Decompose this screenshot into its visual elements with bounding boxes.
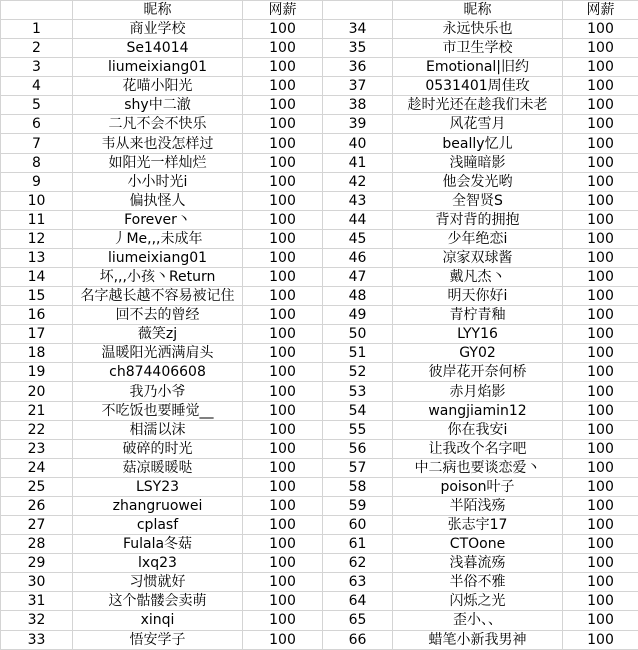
row-number-cell[interactable]: 11 <box>1 210 73 229</box>
nickname-cell[interactable]: liumeixiang01 <box>73 248 243 267</box>
row-number-cell[interactable]: 5 <box>1 96 73 115</box>
row-number-cell[interactable]: 19 <box>1 363 73 382</box>
row-number-cell[interactable]: 66 <box>323 630 393 650</box>
nickname-cell[interactable]: 市卫生学校 <box>393 39 563 58</box>
salary-cell[interactable]: 100 <box>243 134 323 153</box>
nickname-cell[interactable]: Se14014 <box>73 39 243 58</box>
nickname-cell[interactable]: poison叶子 <box>393 477 563 496</box>
row-number-cell[interactable]: 35 <box>323 39 393 58</box>
salary-cell[interactable]: 100 <box>243 554 323 573</box>
table-row <box>1 496 638 515</box>
nickname-cell[interactable]: 相濡以沫 <box>73 420 243 439</box>
nickname-cell[interactable]: 花喵小阳光 <box>73 77 243 96</box>
nickname-cell[interactable]: 中二病也要谈恋爱丶 <box>393 458 563 477</box>
salary-cell[interactable]: 100 <box>243 573 323 592</box>
salary-cell[interactable]: 100 <box>243 39 323 58</box>
row-number-cell[interactable]: 27 <box>1 516 73 535</box>
salary-cell[interactable]: 100 <box>563 58 638 77</box>
salary-cell[interactable]: 100 <box>563 191 638 210</box>
row-number-cell[interactable]: 15 <box>1 287 73 306</box>
salary-header-right[interactable]: 网薪 <box>563 1 638 20</box>
nickname-cell[interactable]: beally忆儿 <box>393 134 563 153</box>
nickname-cell[interactable]: 趁时光还在趁我们未老 <box>393 96 563 115</box>
nickname-cell[interactable]: wangjiamin12 <box>393 401 563 420</box>
nickname-cell[interactable]: 明天你好i <box>393 287 563 306</box>
nickname-cell[interactable]: 这个骷髅会卖萌 <box>73 592 243 611</box>
row-number-cell[interactable]: 65 <box>323 611 393 630</box>
table-row <box>1 134 638 153</box>
salary-cell[interactable]: 100 <box>563 554 638 573</box>
table-row <box>1 458 638 477</box>
salary-cell[interactable]: 100 <box>563 287 638 306</box>
row-number-cell[interactable]: 54 <box>323 401 393 420</box>
salary-cell[interactable]: 100 <box>563 363 638 382</box>
nickname-cell[interactable]: 名字越长越不容易被记住 <box>73 287 243 306</box>
table-row <box>1 477 638 496</box>
table-row <box>1 39 638 58</box>
nickname-cell[interactable]: 彼岸花开奈何桥 <box>393 363 563 382</box>
row-number-cell[interactable]: 30 <box>1 573 73 592</box>
salary-cell[interactable]: 100 <box>563 496 638 515</box>
salary-cell[interactable]: 100 <box>243 344 323 363</box>
row-number-cell[interactable]: 62 <box>323 554 393 573</box>
row-number-cell[interactable]: 51 <box>323 344 393 363</box>
salary-cell[interactable]: 100 <box>243 287 323 306</box>
nickname-cell[interactable]: 他会发光哟 <box>393 172 563 191</box>
nickname-cell[interactable]: liumeixiang01 <box>73 58 243 77</box>
table-row <box>1 363 638 382</box>
nickname-header-left[interactable]: 昵称 <box>73 1 243 20</box>
row-number-cell[interactable]: 34 <box>323 20 393 39</box>
nickname-cell[interactable]: 永远快乐也 <box>393 20 563 39</box>
table-row <box>1 630 638 650</box>
table-row <box>1 344 638 363</box>
nickname-cell[interactable]: 破碎的时光 <box>73 439 243 458</box>
salary-cell[interactable]: 100 <box>243 77 323 96</box>
nickname-cell[interactable]: 半俗不雅 <box>393 573 563 592</box>
nickname-cell[interactable]: 浅瞳暗影 <box>393 153 563 172</box>
row-number-cell[interactable]: 57 <box>323 458 393 477</box>
nickname-cell[interactable]: 让我改个名字吧 <box>393 439 563 458</box>
salary-cell[interactable]: 100 <box>563 458 638 477</box>
row-number-cell[interactable]: 18 <box>1 344 73 363</box>
row-number-cell[interactable]: 21 <box>1 401 73 420</box>
salary-cell[interactable]: 100 <box>243 20 323 39</box>
row-number-cell[interactable]: 7 <box>1 134 73 153</box>
nickname-cell[interactable]: 青柠青釉 <box>393 306 563 325</box>
salary-cell[interactable]: 100 <box>243 496 323 515</box>
salary-cell[interactable]: 100 <box>243 516 323 535</box>
table-row <box>1 401 638 420</box>
row-number-cell[interactable]: 36 <box>323 58 393 77</box>
nickname-cell[interactable]: 风花雪月 <box>393 115 563 134</box>
salary-cell[interactable]: 100 <box>243 611 323 630</box>
nickname-cell[interactable]: lxq23 <box>73 554 243 573</box>
salary-cell[interactable]: 100 <box>243 306 323 325</box>
row-number-cell[interactable]: 59 <box>323 496 393 515</box>
nickname-cell[interactable]: 回不去的曾经 <box>73 306 243 325</box>
nickname-cell[interactable]: 小小时光i <box>73 172 243 191</box>
row-number-cell[interactable]: 4 <box>1 77 73 96</box>
salary-cell[interactable]: 100 <box>563 172 638 191</box>
salary-cell[interactable]: 100 <box>563 77 638 96</box>
salary-cell[interactable]: 100 <box>243 96 323 115</box>
nickname-header-right[interactable]: 昵称 <box>393 1 563 20</box>
salary-cell[interactable]: 100 <box>563 39 638 58</box>
nickname-cell[interactable]: 你在我安i <box>393 420 563 439</box>
table-row <box>1 611 638 630</box>
nickname-cell[interactable]: Fulala冬菇 <box>73 535 243 554</box>
row-number-cell[interactable]: 43 <box>323 191 393 210</box>
row-number-cell[interactable]: 12 <box>1 229 73 248</box>
salary-cell[interactable]: 100 <box>563 306 638 325</box>
nickname-cell[interactable]: 韦从来也没怎样过 <box>73 134 243 153</box>
row-number-cell[interactable]: 32 <box>1 611 73 630</box>
row-number-cell[interactable]: 13 <box>1 248 73 267</box>
nickname-cell[interactable]: GY02 <box>393 344 563 363</box>
salary-cell[interactable]: 100 <box>243 630 323 650</box>
header-row <box>1 1 638 20</box>
row-number-cell[interactable]: 25 <box>1 477 73 496</box>
salary-header-left[interactable]: 网薪 <box>243 1 323 20</box>
table-row <box>1 439 638 458</box>
table-row <box>1 229 638 248</box>
table-row <box>1 306 638 325</box>
row-number-cell[interactable]: 45 <box>323 229 393 248</box>
salary-cell[interactable]: 100 <box>563 516 638 535</box>
row-number-cell[interactable]: 53 <box>323 382 393 401</box>
row-number-cell[interactable]: 8 <box>1 153 73 172</box>
salary-cell[interactable]: 100 <box>243 229 323 248</box>
row-number-cell[interactable]: 49 <box>323 306 393 325</box>
row-number-cell[interactable]: 20 <box>1 382 73 401</box>
table-row <box>1 554 638 573</box>
salary-cell[interactable]: 100 <box>243 58 323 77</box>
table-row <box>1 573 638 592</box>
nickname-cell[interactable]: 蜡笔小新我男神 <box>393 630 563 650</box>
row-number-cell[interactable]: 31 <box>1 592 73 611</box>
row-number-cell[interactable]: 56 <box>323 439 393 458</box>
nickname-cell[interactable]: 菇凉暖暖哒 <box>73 458 243 477</box>
table-row <box>1 153 638 172</box>
row-number-cell[interactable]: 17 <box>1 325 73 344</box>
salary-cell[interactable]: 100 <box>243 477 323 496</box>
nickname-cell[interactable]: 戴凡杰丶 <box>393 268 563 287</box>
table-row <box>1 287 638 306</box>
table-row <box>1 77 638 96</box>
nickname-cell[interactable]: shy中二澈 <box>73 96 243 115</box>
table-row <box>1 535 638 554</box>
nickname-cell[interactable]: 歪小、、 <box>393 611 563 630</box>
salary-cell[interactable]: 100 <box>563 229 638 248</box>
nickname-cell[interactable]: 浅暮流殇 <box>393 554 563 573</box>
nickname-cell[interactable]: ch874406608 <box>73 363 243 382</box>
row-number-cell[interactable]: 63 <box>323 573 393 592</box>
salary-cell[interactable]: 100 <box>563 420 638 439</box>
nickname-cell[interactable]: LSY23 <box>73 477 243 496</box>
salary-cell[interactable]: 100 <box>563 611 638 630</box>
row-number-cell[interactable]: 2 <box>1 39 73 58</box>
salary-cell[interactable]: 100 <box>563 115 638 134</box>
nickname-cell[interactable]: 薇笑zj <box>73 325 243 344</box>
salary-cell[interactable]: 100 <box>243 325 323 344</box>
table-row <box>1 172 638 191</box>
row-number-cell[interactable]: 28 <box>1 535 73 554</box>
salary-cell[interactable]: 100 <box>563 535 638 554</box>
nickname-cell[interactable]: xinqi <box>73 611 243 630</box>
salary-cell[interactable]: 100 <box>563 134 638 153</box>
row-number-cell[interactable]: 9 <box>1 172 73 191</box>
table-row <box>1 115 638 134</box>
nickname-cell[interactable]: 凉家双球酱 <box>393 248 563 267</box>
salary-cell[interactable]: 100 <box>563 153 638 172</box>
nickname-cell[interactable]: 背对背的拥抱 <box>393 210 563 229</box>
salary-cell[interactable]: 100 <box>563 401 638 420</box>
row-number-cell[interactable]: 16 <box>1 306 73 325</box>
row-number-cell[interactable]: 23 <box>1 439 73 458</box>
salary-cell[interactable]: 100 <box>243 420 323 439</box>
nickname-cell[interactable]: 少年绝恋i <box>393 229 563 248</box>
nickname-cell[interactable]: 我乃小爷 <box>73 382 243 401</box>
row-number-cell[interactable]: 3 <box>1 58 73 77</box>
row-number-cell[interactable]: 60 <box>323 516 393 535</box>
nickname-cell[interactable]: 二凡不会不快乐 <box>73 115 243 134</box>
table-row <box>1 191 638 210</box>
row-number-cell[interactable]: 42 <box>323 172 393 191</box>
salary-cell[interactable]: 100 <box>563 630 638 650</box>
row-number-cell[interactable]: 44 <box>323 210 393 229</box>
salary-cell[interactable]: 100 <box>243 210 323 229</box>
salary-cell[interactable]: 100 <box>563 96 638 115</box>
corner-cell[interactable] <box>1 1 73 20</box>
salary-cell[interactable]: 100 <box>243 172 323 191</box>
table-row <box>1 58 638 77</box>
salary-cell[interactable]: 100 <box>563 592 638 611</box>
salary-cell[interactable]: 100 <box>243 535 323 554</box>
nickname-cell[interactable]: zhangruowei <box>73 496 243 515</box>
row-number-cell[interactable]: 64 <box>323 592 393 611</box>
nickname-cell[interactable]: 悟安学子 <box>73 630 243 650</box>
salary-cell[interactable]: 100 <box>243 268 323 287</box>
row-number-cell[interactable]: 14 <box>1 268 73 287</box>
table-row <box>1 325 638 344</box>
row-number-cell[interactable]: 55 <box>323 420 393 439</box>
salary-cell[interactable]: 100 <box>243 592 323 611</box>
row-number-cell[interactable]: 37 <box>323 77 393 96</box>
row-number-cell[interactable]: 58 <box>323 477 393 496</box>
table-row <box>1 20 638 39</box>
nickname-cell[interactable]: 偏执怪人 <box>73 191 243 210</box>
table-row <box>1 210 638 229</box>
row-number-cell[interactable]: 50 <box>323 325 393 344</box>
table-row <box>1 96 638 115</box>
table-row <box>1 382 638 401</box>
salary-cell[interactable]: 100 <box>243 191 323 210</box>
nickname-cell[interactable]: 半陌浅殇 <box>393 496 563 515</box>
nickname-cell[interactable]: LYY16 <box>393 325 563 344</box>
nickname-cell[interactable]: 丿Me,,,未成年 <box>73 229 243 248</box>
row-number-cell[interactable]: 1 <box>1 20 73 39</box>
salary-cell[interactable]: 100 <box>243 458 323 477</box>
nickname-cell[interactable]: 闪烁之光 <box>393 592 563 611</box>
salary-cell[interactable]: 100 <box>243 248 323 267</box>
salary-cell[interactable]: 100 <box>243 439 323 458</box>
table-body <box>1 20 638 650</box>
nickname-cell[interactable]: 温暖阳光洒满肩头 <box>73 344 243 363</box>
table-row <box>1 248 638 267</box>
salary-cell[interactable]: 100 <box>563 573 638 592</box>
salary-cell[interactable]: 100 <box>563 439 638 458</box>
row-number-cell[interactable]: 61 <box>323 535 393 554</box>
salary-cell[interactable]: 100 <box>563 20 638 39</box>
corner-cell[interactable] <box>323 1 393 20</box>
nickname-cell[interactable]: 张志宇17 <box>393 516 563 535</box>
salary-cell[interactable]: 100 <box>243 401 323 420</box>
row-number-cell[interactable]: 24 <box>1 458 73 477</box>
nickname-cell[interactable]: 如阳光一样灿烂 <box>73 153 243 172</box>
salary-cell[interactable]: 100 <box>563 325 638 344</box>
nickname-cell[interactable]: CTOone <box>393 535 563 554</box>
salary-cell[interactable]: 100 <box>563 477 638 496</box>
nickname-cell[interactable]: 习惯就好 <box>73 573 243 592</box>
salary-cell[interactable]: 100 <box>563 268 638 287</box>
row-number-cell[interactable]: 26 <box>1 496 73 515</box>
nickname-cell[interactable]: 不吃饭也要睡觉__ <box>73 401 243 420</box>
row-number-cell[interactable]: 52 <box>323 363 393 382</box>
nickname-cell[interactable]: 赤月焰影 <box>393 382 563 401</box>
row-number-cell[interactable]: 38 <box>323 96 393 115</box>
table-row <box>1 268 638 287</box>
row-number-cell[interactable]: 10 <box>1 191 73 210</box>
row-number-cell[interactable]: 48 <box>323 287 393 306</box>
row-number-cell[interactable]: 39 <box>323 115 393 134</box>
table-row <box>1 420 638 439</box>
nickname-cell[interactable]: 0531401周佳玫 <box>393 77 563 96</box>
row-number-cell[interactable]: 47 <box>323 268 393 287</box>
row-number-cell[interactable]: 33 <box>1 630 73 650</box>
nickname-cell[interactable]: cplasf <box>73 516 243 535</box>
row-number-cell[interactable]: 41 <box>323 153 393 172</box>
salary-cell[interactable]: 100 <box>243 115 323 134</box>
row-number-cell[interactable]: 46 <box>323 248 393 267</box>
table-row <box>1 592 638 611</box>
salary-cell[interactable]: 100 <box>243 382 323 401</box>
nickname-cell[interactable]: Forever丶 <box>73 210 243 229</box>
salary-cell[interactable]: 100 <box>563 248 638 267</box>
salary-cell[interactable]: 100 <box>563 210 638 229</box>
nickname-cell[interactable]: Emotional|旧约 <box>393 58 563 77</box>
salary-cell[interactable]: 100 <box>243 153 323 172</box>
table-row <box>1 516 638 535</box>
salary-cell[interactable]: 100 <box>563 344 638 363</box>
nickname-cell[interactable]: 全智贤S <box>393 191 563 210</box>
salary-cell[interactable]: 100 <box>243 363 323 382</box>
row-number-cell[interactable]: 40 <box>323 134 393 153</box>
row-number-cell[interactable]: 6 <box>1 115 73 134</box>
nickname-cell[interactable]: 商业学校 <box>73 20 243 39</box>
nickname-cell[interactable]: 坏,,,小孩丶Return <box>73 268 243 287</box>
salary-cell[interactable]: 100 <box>563 382 638 401</box>
row-number-cell[interactable]: 29 <box>1 554 73 573</box>
row-number-cell[interactable]: 22 <box>1 420 73 439</box>
